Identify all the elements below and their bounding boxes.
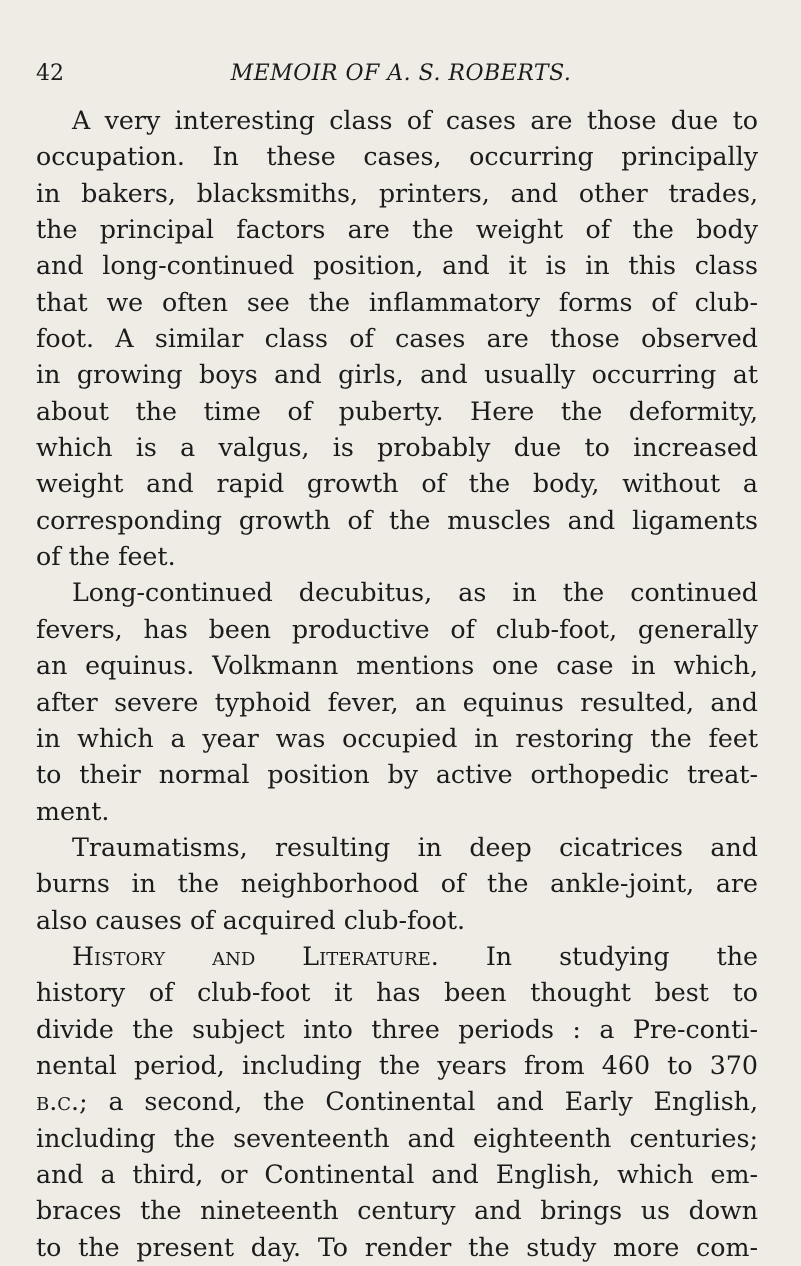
- text-line: A very interesting class of cases are those due to: [72, 106, 758, 135]
- text-line: that we often see the inflammatory forms of club-: [36, 287, 758, 317]
- text-line: Long-continued decubitus, as in the continued: [72, 578, 758, 608]
- text-line: occupation. In these cases, occurring principally: [36, 142, 758, 172]
- text-line: [36, 939, 758, 975]
- running-head: [36, 58, 766, 90]
- text-line: in growing boys and girls, and usually occurring at: [36, 360, 758, 390]
- text-line: which is a valgus, is probably due to increased: [36, 433, 758, 463]
- text-line-rest: a second, the Continental and Early English,: [108, 1087, 759, 1117]
- text-line: about the time of puberty. Here the deformity,: [36, 396, 758, 426]
- text-line: and a third, or Continental and English, which em-: [36, 1159, 758, 1189]
- text-line: foot. A similar class of cases are those observed: [36, 324, 758, 354]
- text-line: Traumatisms, resulting in deep cicatrices and: [72, 832, 758, 862]
- text-line: ment.: [36, 796, 110, 826]
- text-line: and long-continued position, and it is in this class: [36, 251, 758, 281]
- text-line: weight and rapid growth of the body, without a: [36, 469, 758, 499]
- page-number: 42: [36, 61, 64, 86]
- text-line: [36, 1084, 758, 1120]
- text-line: including the seventeenth and eighteenth centuries;: [36, 1123, 758, 1153]
- text-line: corresponding growth of the muscles and ligaments: [36, 505, 758, 535]
- text-line: divide the subject into three periods : a Pre-conti-: [36, 1014, 758, 1044]
- small-caps-heading: b.c.;: [36, 1087, 88, 1117]
- running-title: MEMOIR OF A. S. ROBERTS.: [230, 61, 572, 86]
- text-line: to the present day. To render the study more com-: [36, 1232, 758, 1262]
- text-line: after severe typhoid fever, an equinus resulted, and: [36, 687, 758, 717]
- text-line: also causes of acquired club-foot.: [36, 905, 466, 935]
- text-line-rest: In studying the: [485, 941, 758, 971]
- text-line: in bakers, blacksmiths, printers, and other trades,: [36, 178, 758, 208]
- text-line: in which a year was occupied in restoring the feet: [36, 723, 758, 753]
- text-line: of the feet.: [36, 542, 176, 572]
- text-line: burns in the neighborhood of the ankle-joint, are: [36, 869, 758, 899]
- text-line: an equinus. Volkmann mentions one case in which,: [36, 651, 758, 681]
- small-caps-heading: History and Literature.: [72, 941, 439, 971]
- body-text: [36, 103, 758, 1266]
- text-line: nental period, including the years from 460 to 370: [36, 1050, 758, 1080]
- text-line: braces the nineteenth century and brings us down: [36, 1196, 758, 1226]
- text-line: fevers, has been productive of club-foot, generally: [36, 614, 758, 644]
- text-line: history of club-foot it has been thought best to: [36, 978, 758, 1008]
- text-line: to their normal position by active orthopedic treat-: [36, 760, 758, 790]
- text-line: the principal factors are the weight of the body: [36, 215, 758, 245]
